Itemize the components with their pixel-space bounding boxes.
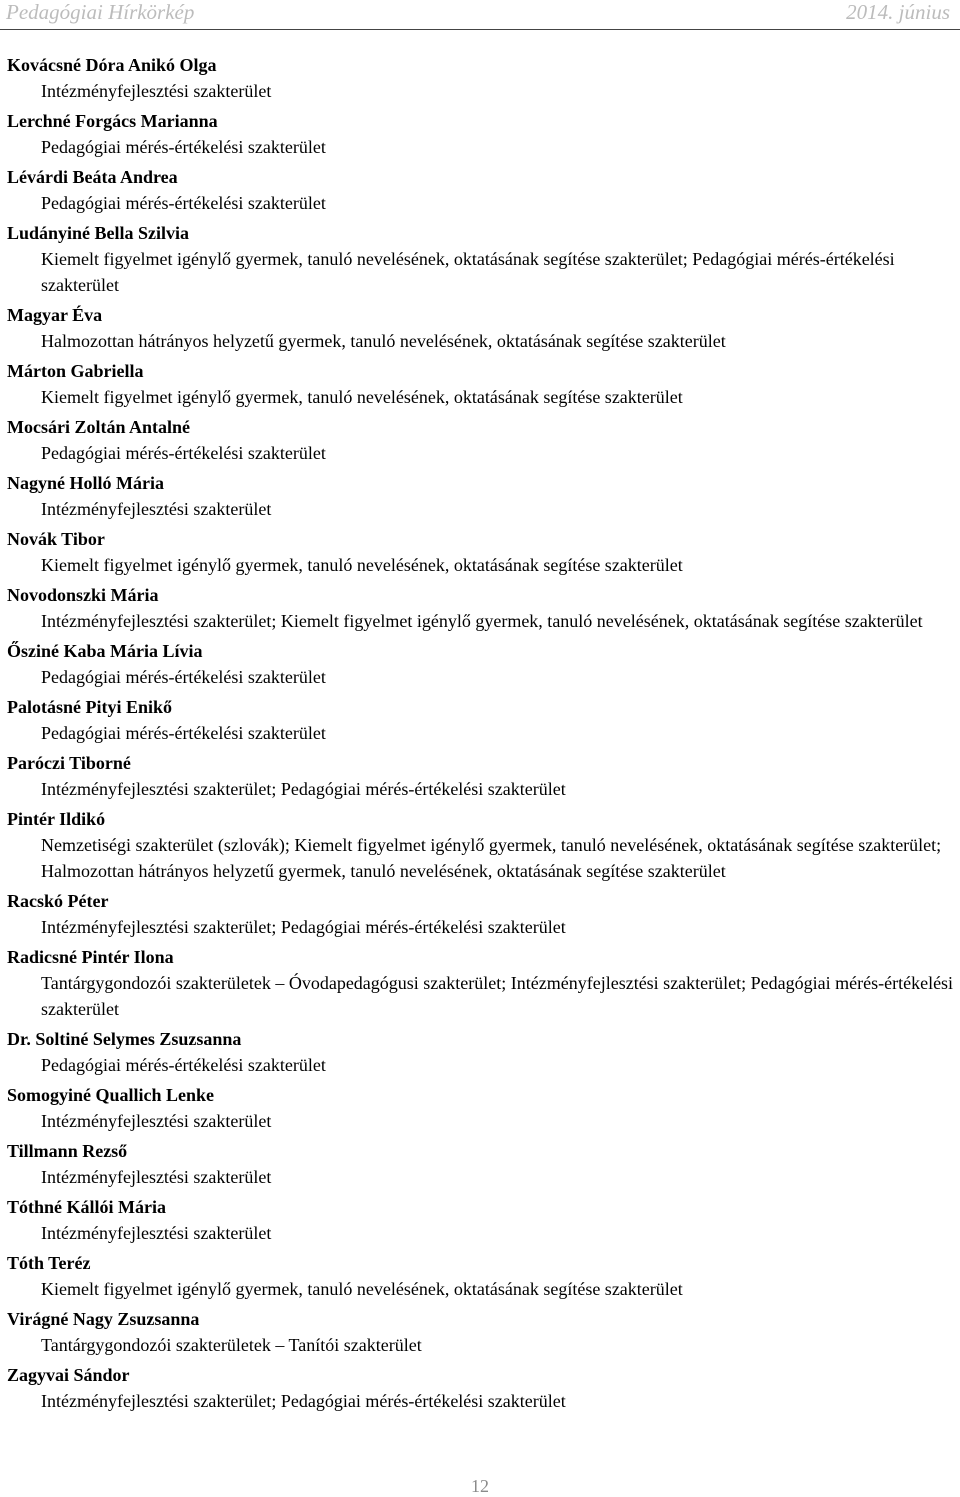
person-name: Novodonszki Mária [7, 585, 159, 605]
list-item [7, 471, 955, 522]
specialty-description: Intézményfejlesztési szakterület [41, 1167, 272, 1187]
specialty-description: Intézményfejlesztési szakterület [41, 1111, 272, 1131]
specialty-description: Halmozottan hátrányos helyzetű gyermek, tanuló nevelésének, oktatásának segítése szakterület [41, 331, 726, 351]
person-name: Virágné Nagy Zsuzsanna [7, 1309, 200, 1329]
list-item [7, 695, 955, 746]
expert-list [7, 53, 955, 1419]
publication-title: Pedagógiai Hírkörkép [6, 0, 195, 24]
person-name: Magyar Éva [7, 305, 103, 325]
specialty-description: Tantárgygondozói szakterületek – Óvodapedagógusi szakterület; Intézményfejlesztési szakterület; Pedagógiai mérés-értékelési szakterület [41, 973, 954, 1019]
list-item [7, 1363, 955, 1414]
person-name: Zagyvai Sándor [7, 1365, 130, 1385]
list-item [7, 415, 955, 466]
specialty-description: Intézményfejlesztési szakterület; Pedagógiai mérés-értékelési szakterület [41, 917, 566, 937]
list-item [7, 583, 955, 634]
person-name: Ludányiné Bella Szilvia [7, 223, 190, 243]
person-name: Tillmann Rezső [7, 1141, 128, 1161]
specialty-description: Intézményfejlesztési szakterület [41, 81, 272, 101]
specialty-description: Intézményfejlesztési szakterület; Pedagógiai mérés-értékelési szakterület [41, 1391, 566, 1411]
page-number: 12 [471, 1476, 489, 1496]
list-item [7, 359, 955, 410]
person-name: Radicsné Pintér Ilona [7, 947, 174, 967]
list-item [7, 1027, 955, 1078]
specialty-description: Pedagógiai mérés-értékelési szakterület [41, 723, 326, 743]
list-item [7, 639, 955, 690]
person-name: Dr. Soltiné Selymes Zsuzsanna [7, 1029, 242, 1049]
person-name: Paróczi Tiborné [7, 753, 131, 773]
person-name: Tóthné Kállói Mária [7, 1197, 166, 1217]
person-name: Márton Gabriella [7, 361, 144, 381]
specialty-description: Intézményfejlesztési szakterület; Kiemelt figyelmet igénylő gyermek, tanuló nevelésének, oktatásának segítése szakterület [41, 611, 923, 631]
person-name: Ősziné Kaba Mária Lívia [7, 641, 203, 661]
list-item [7, 109, 955, 160]
person-name: Lerchné Forgács Marianna [7, 111, 218, 131]
specialty-description: Pedagógiai mérés-értékelési szakterület [41, 1055, 326, 1075]
specialty-description: Intézményfejlesztési szakterület [41, 1223, 272, 1243]
list-item [7, 527, 955, 578]
person-name: Lévárdi Beáta Andrea [7, 167, 178, 187]
specialty-description: Pedagógiai mérés-értékelési szakterület [41, 443, 326, 463]
specialty-description: Kiemelt figyelmet igénylő gyermek, tanuló nevelésének, oktatásának segítése szakterület; Pedagógiai mérés-értékelési szakterület [41, 249, 895, 295]
specialty-description: Pedagógiai mérés-értékelési szakterület [41, 137, 326, 157]
list-item [7, 221, 955, 298]
specialty-description: Kiemelt figyelmet igénylő gyermek, tanuló nevelésének, oktatásának segítése szakterület [41, 555, 683, 575]
person-name: Mocsári Zoltán Antalné [7, 417, 190, 437]
specialty-description: Intézményfejlesztési szakterület; Pedagógiai mérés-értékelési szakterület [41, 779, 566, 799]
list-item [7, 1083, 955, 1134]
list-item [7, 751, 955, 802]
specialty-description: Kiemelt figyelmet igénylő gyermek, tanuló nevelésének, oktatásának segítése szakterület [41, 387, 683, 407]
list-item [7, 807, 955, 884]
specialty-description: Pedagógiai mérés-értékelési szakterület [41, 667, 326, 687]
list-item [7, 303, 955, 354]
header-divider [0, 29, 960, 30]
list-item [7, 165, 955, 216]
list-item [7, 1139, 955, 1190]
list-item [7, 53, 955, 104]
issue-date: 2014. június [846, 0, 950, 24]
list-item [7, 945, 955, 1022]
specialty-description: Pedagógiai mérés-értékelési szakterület [41, 193, 326, 213]
page-header [0, 0, 960, 30]
specialty-description: Nemzetiségi szakterület (szlovák); Kiemelt figyelmet igénylő gyermek, tanuló nevelésének, oktatásának segítése szakterület; Halmozottan hátrányos helyzetű gyermek, tanuló nevelésének, oktatásának segítése szakterület [41, 835, 942, 881]
person-name: Pintér Ildikó [7, 809, 106, 829]
specialty-description: Intézményfejlesztési szakterület [41, 499, 272, 519]
person-name: Tóth Teréz [7, 1253, 91, 1273]
specialty-description: Tantárgygondozói szakterületek – Tanítói szakterület [41, 1335, 422, 1355]
person-name: Kovácsné Dóra Anikó Olga [7, 55, 217, 75]
person-name: Nagyné Holló Mária [7, 473, 164, 493]
person-name: Somogyiné Quallich Lenke [7, 1085, 215, 1105]
list-item [7, 1195, 955, 1246]
specialty-description: Kiemelt figyelmet igénylő gyermek, tanuló nevelésének, oktatásának segítése szakterület [41, 1279, 683, 1299]
person-name: Palotásné Pityi Enikő [7, 697, 173, 717]
person-name: Racskó Péter [7, 891, 109, 911]
list-item [7, 889, 955, 940]
person-name: Novák Tibor [7, 529, 105, 549]
list-item [7, 1251, 955, 1302]
list-item [7, 1307, 955, 1358]
